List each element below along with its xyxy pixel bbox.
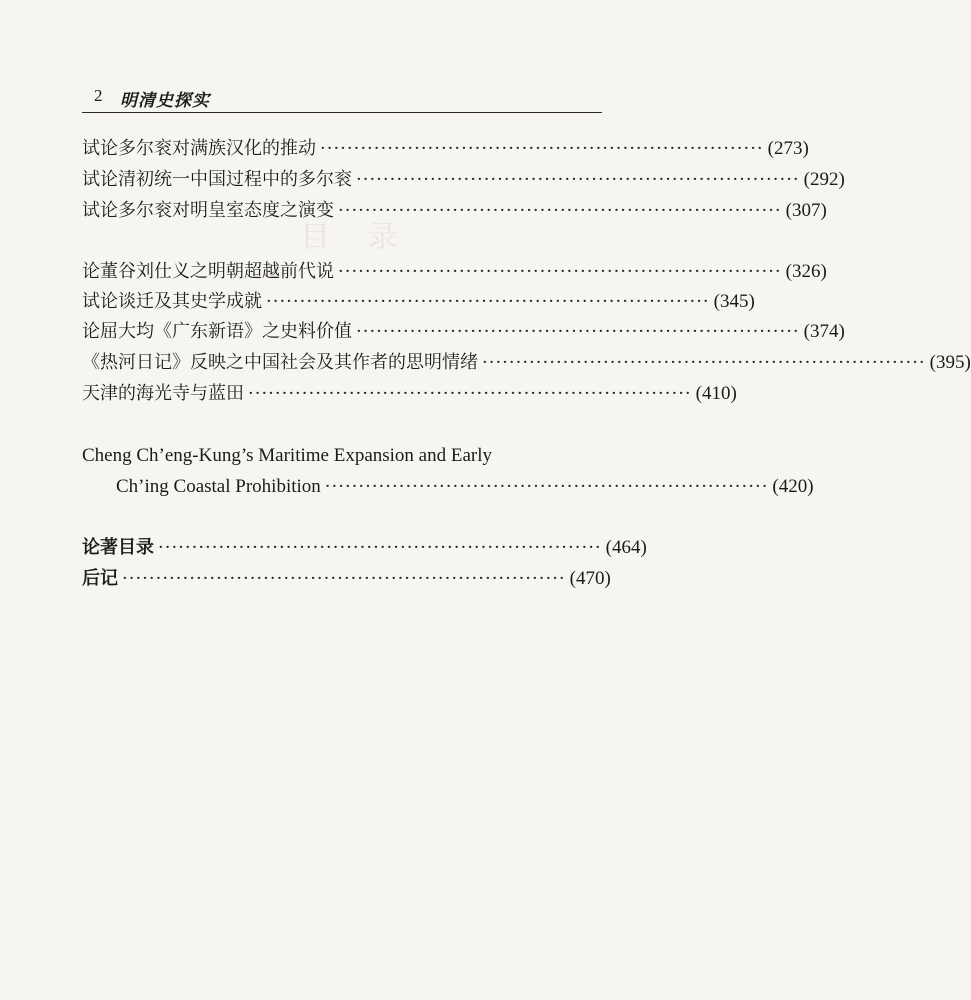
toc-entry[interactable] xyxy=(82,318,845,346)
toc-entry[interactable] xyxy=(82,534,647,562)
toc-entry-title: 试论谈迁及其史学成就 xyxy=(82,291,262,312)
toc-entry-title: 后记 xyxy=(82,568,118,589)
toc-leader-dots: ·································································· xyxy=(356,321,800,342)
toc-leader-dots: ·································································· xyxy=(482,352,926,373)
toc-entry-title: Ch’ing Coastal Prohibition xyxy=(116,476,321,497)
toc-leader-dots: ·································································· xyxy=(324,476,769,497)
toc-entry-title: 论著目录 xyxy=(82,537,154,558)
header-rule xyxy=(82,112,602,113)
toc-entry-title: 试论多尔衮对满族汉化的推动 xyxy=(82,138,316,159)
toc-entry-english-line1[interactable]: Cheng Ch’eng-Kung’s Maritime Expansion and Early xyxy=(82,445,493,466)
toc-entry-page: (273) xyxy=(767,138,809,159)
toc-entry[interactable] xyxy=(82,135,809,163)
page-number: 2 xyxy=(94,86,103,105)
toc-entry-page: (464) xyxy=(605,537,647,558)
toc-entry[interactable] xyxy=(82,166,845,194)
toc-leader-dots: ·································································· xyxy=(266,291,710,312)
toc-entry-page: (326) xyxy=(785,261,827,282)
toc-leader-dots: ·································································· xyxy=(248,383,692,404)
toc-entry[interactable] xyxy=(82,565,611,593)
toc-entry-page: (410) xyxy=(695,383,737,404)
toc-entry-title: 《热河日记》反映之中国社会及其作者的思明情绪 xyxy=(82,352,478,373)
toc-leader-dots: ·································································· xyxy=(122,568,566,589)
toc-entry-title: 试论多尔衮对明皇室态度之演变 xyxy=(82,200,334,221)
toc-entry-title: 论屈大均《广东新语》之史料价值 xyxy=(82,321,352,342)
toc-entry[interactable] xyxy=(82,349,971,377)
bleed-through-heading: 目 录 xyxy=(300,220,412,255)
toc-entry-title: 天津的海光寺与蓝田 xyxy=(82,383,244,404)
running-header xyxy=(82,86,602,112)
toc-entry[interactable] xyxy=(82,380,737,408)
toc-entry[interactable] xyxy=(82,197,827,225)
toc-entry[interactable] xyxy=(82,288,755,316)
toc-leader-dots: ·································································· xyxy=(320,138,764,159)
toc-entry-title: 论董谷刘仕义之明朝超越前代说 xyxy=(82,261,334,282)
toc-entry-page: (420) xyxy=(772,476,814,497)
toc-entry-page: (395) xyxy=(929,352,971,373)
toc-leader-dots: ·································································· xyxy=(338,261,782,282)
toc-entry-page: (345) xyxy=(713,291,755,312)
toc-entry-english[interactable] xyxy=(82,473,814,501)
toc-entry-page: (307) xyxy=(785,200,827,221)
toc-entry-page: (374) xyxy=(803,321,845,342)
toc-entry-title: 试论清初统一中国过程中的多尔衮 xyxy=(82,169,352,190)
toc-entry[interactable] xyxy=(82,258,827,286)
toc-leader-dots: ·································································· xyxy=(158,537,602,558)
toc-leader-dots: ·································································· xyxy=(356,169,800,190)
running-header-title: 明清史探实 xyxy=(120,91,210,111)
toc-leader-dots: ·································································· xyxy=(338,200,782,221)
toc-entry-page: (292) xyxy=(803,169,845,190)
toc-entry-page: (470) xyxy=(569,568,611,589)
